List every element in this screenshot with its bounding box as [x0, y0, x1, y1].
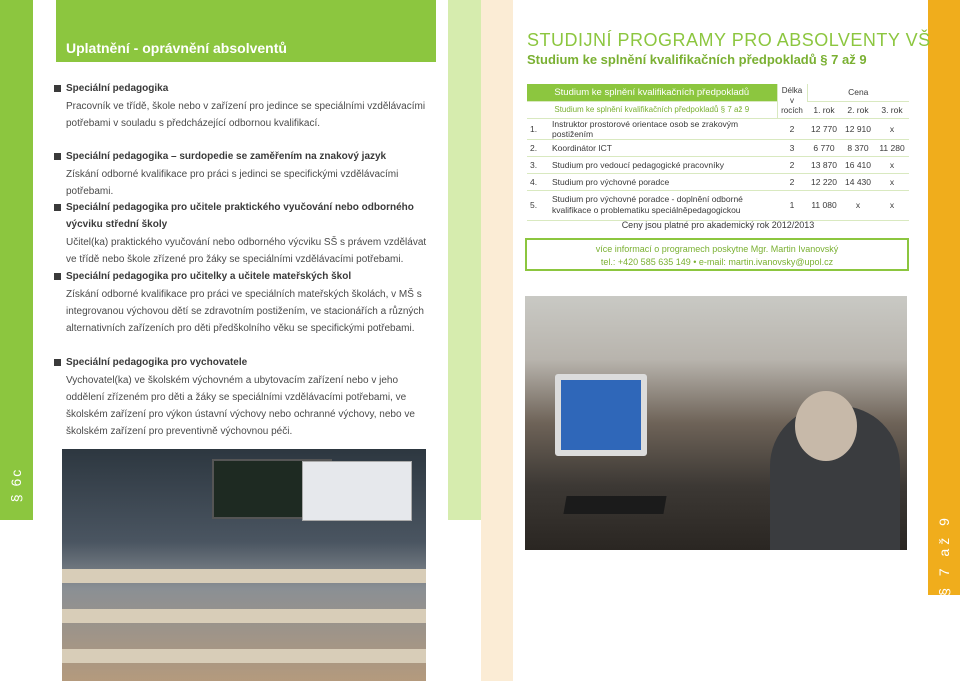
row-length: 2 [777, 156, 807, 173]
lecture-hall-photo [525, 296, 907, 550]
item-title: Speciální pedagogika – surdopedie se zaměřením na znakový jazyk [54, 148, 439, 165]
left-header-title: Uplatnění - oprávnění absolventů [66, 40, 287, 56]
row-name: Koordinátor ICT [549, 139, 777, 156]
row-price: x [875, 118, 909, 139]
contact-info-line[interactable]: tel.: +420 585 635 149 • e-mail: martin.ivanovsky@upol.cz [600, 257, 834, 267]
list-item [54, 268, 439, 337]
row-num: 1. [527, 118, 549, 139]
row-price: x [875, 190, 909, 220]
row-length: 2 [777, 118, 807, 139]
list-item [54, 199, 439, 268]
table-header-year: 2. rok [841, 101, 875, 118]
row-num: 3. [527, 156, 549, 173]
programs-table [527, 84, 909, 221]
row-price: x [875, 156, 909, 173]
price-note: Ceny jsou platné pro akademický rok 2012/2013 [621, 220, 815, 230]
item-title: Speciální pedagogika pro učitelky a učitele mateřských škol [54, 268, 439, 285]
list-item [54, 148, 439, 200]
list-item [54, 354, 439, 440]
row-price: 13 870 [807, 156, 841, 173]
right-color-strip [928, 0, 960, 595]
table-header-length: Délka v rocích [777, 84, 807, 118]
row-price: x [875, 173, 909, 190]
table-row [527, 156, 909, 173]
row-length: 2 [777, 173, 807, 190]
row-price: 11 280 [875, 139, 909, 156]
table-header-year: 1. rok [807, 101, 841, 118]
table-header-row [527, 101, 909, 118]
table-row [527, 173, 909, 190]
keyboard-shape [563, 496, 666, 514]
list-item [54, 80, 439, 132]
row-length: 3 [777, 139, 807, 156]
row-price: 11 080 [807, 190, 841, 220]
desk-row-shape [62, 649, 426, 663]
row-name: Instruktor prostorové orientace osob se zrakovým postižením [549, 118, 777, 139]
lecturer-head-shape [795, 391, 857, 461]
contact-info-box [525, 238, 909, 271]
row-num: 2. [527, 139, 549, 156]
row-price: x [841, 190, 875, 220]
peach-strip [481, 0, 513, 681]
left-section-label: § 6c [8, 467, 25, 503]
item-title: Speciální pedagogika pro vychovatele [54, 354, 439, 371]
table-row [527, 190, 909, 220]
row-length: 1 [777, 190, 807, 220]
table-header-price: Cena [807, 84, 909, 101]
item-title: Speciální pedagogika pro učitele praktického vyučování nebo odborného výcviku střední školy [54, 199, 439, 233]
desk-row-shape [62, 569, 426, 583]
item-desc: Učitel(ka) praktického vyučování nebo odborného výcviku SŠ s právem vzdělávat ve třídě nebo škole zřízené pro žáky se speciálními vzdělávacími potřebami. [66, 237, 427, 265]
row-price: 6 770 [807, 139, 841, 156]
monitor-shape [555, 374, 647, 456]
table-header-main: Studium ke splnění kvalifikačních předpokladů [527, 84, 777, 101]
row-name: Studium pro výchovné poradce [549, 173, 777, 190]
item-title: Speciální pedagogika [54, 80, 439, 97]
row-num: 5. [527, 190, 549, 220]
item-desc: Získání odborné kvalifikace pro práci ve speciálních mateřských školách, v MŠ s integrovanou výchovou dětí se zdravotním postižením, ve stacionářích a různých alternativních zařízeních pro děti předškolního věku se specifickými potřebami. [66, 289, 424, 334]
row-price: 16 410 [841, 156, 875, 173]
projection-screen-shape [302, 461, 412, 521]
table-row [527, 139, 909, 156]
page-title: STUDIJNÍ PROGRAMY PRO ABSOLVENTY VŠ [527, 30, 931, 50]
row-name: Studium pro výchovné poradce - doplnění odborné kvalifikace o problematiku speciálněpedagogickou [549, 190, 777, 220]
contact-info-line: více informací o programech poskytne Mgr. Martin Ivanovský [595, 244, 839, 254]
left-color-strip [0, 0, 33, 520]
gutter-strip [448, 0, 481, 520]
left-header-bar [56, 0, 436, 62]
row-price: 12 220 [807, 173, 841, 190]
item-desc: Vychovatel(ka) ve školském výchovném a ubytovacím zařízení nebo v jeho oddělení zřízeném pro děti a žáky se speciálními vzdělávacími potřebami, ve školském zařízení pro výkon ústavní výchovy nebo ochranné výchovy, nebo ve školském zařízení pro preventivně výchovnou péči. [66, 375, 415, 437]
table-header-year: 3. rok [875, 101, 909, 118]
row-price: 12 770 [807, 118, 841, 139]
row-price: 14 430 [841, 173, 875, 190]
table-row [527, 118, 909, 139]
row-price: 8 370 [841, 139, 875, 156]
desk-row-shape [62, 609, 426, 623]
item-desc: Pracovník ve třídě, škole nebo v zařízení pro jedince se speciálními vzdělávacími potřebami v souladu s předcházející odbornou kvalifikací. [66, 101, 426, 129]
right-section-label: § 7 až 9 [936, 514, 953, 596]
table-header-row [527, 84, 909, 101]
row-num: 4. [527, 173, 549, 190]
table-header-sub: Studium ke splnění kvalifikačních předpokladů § 7 až 9 [527, 101, 777, 118]
item-desc: Získání odborné kvalifikace pro práci s jedinci se specifickými vzdělávacími potřebami. [66, 169, 399, 197]
classroom-photo [62, 449, 426, 681]
row-price: 12 910 [841, 118, 875, 139]
row-name: Studium pro vedoucí pedagogické pracovníky [549, 156, 777, 173]
page-subtitle: Studium ke splnění kvalifikačních předpokladů § 7 až 9 [527, 52, 867, 67]
